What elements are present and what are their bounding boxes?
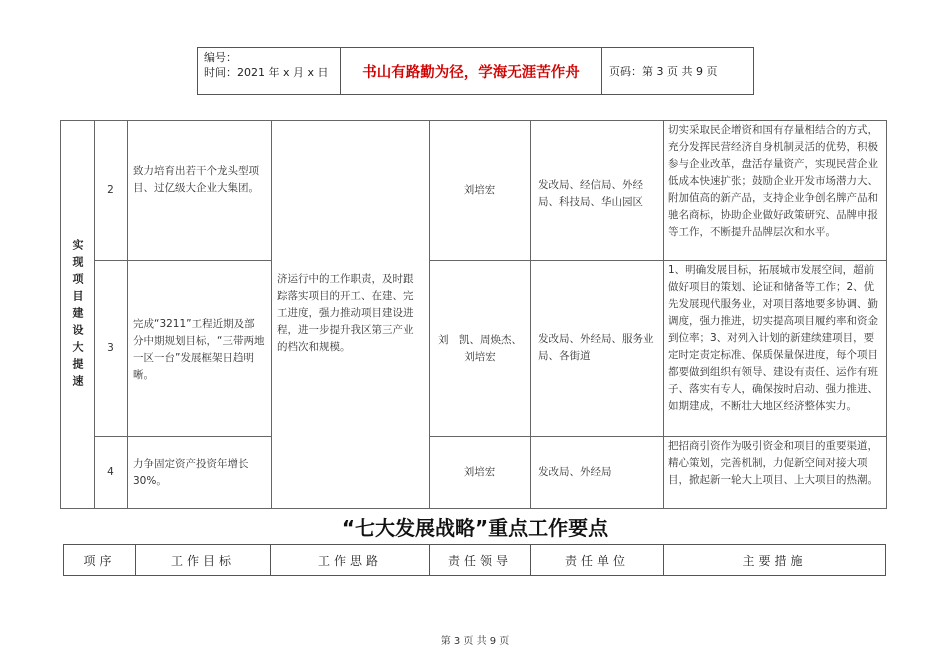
row-goal: 完成“3211”工程近期及部分中期规划目标，“三带两地一区一台”发展框架日趋明晰。 [133,318,265,381]
row-measures: 把招商引资作为吸引资金和项目的重要渠道，精心策划，完善机制，力促新空间对接大项目，掀起新一轮大上项目、上大项目的热潮。 [668,440,878,486]
section-label: 实现项目建设大提速 [71,238,84,392]
row-goal: 力争固定资产投资年增长 30%。 [133,458,249,487]
row-measures: 切实采取民企增资和国有存量相结合的方式，充分发挥民营经济自身机制灵活的优势，积极参与企业改革，盘活存量资产，实现民营企业低成本快速扩张；鼓励企业开发市场潜力大、附加值高的新产品，支持企业争创名牌产品和驰名商标，协助企业做好政策研究、品牌申报等工作，不断提升品牌层次和水平。 [668,124,878,238]
page-label: 页码：第 3 页 共 9 页 [609,65,718,78]
row-units: 发改局、外经局、服务业局、各街道 [538,333,654,362]
header-meta [198,48,341,94]
shared-approach: 济运行中的工作职责，及时跟踪落实项目的开工、在建、完工进度，强力推动项目建设进程，进一步提升我区第三产业的档次和规模。 [277,273,414,353]
column-header: 项序 [64,545,136,575]
row-units: 发改局、外经局 [538,466,612,478]
date-label: 时间：2021 年 x 月 x 日 [204,66,329,79]
column-header: 主要措施 [742,553,807,568]
table-header-row [63,544,886,576]
column-header: 责任领导 [430,545,531,575]
number-label: 编号： [204,51,237,64]
row-units: 发改局、经信局、外经局、科技局、华山园区 [538,179,643,208]
row-goal: 致力培育出若干个龙头型项目、过亿级大企业大集团。 [133,165,259,194]
motto: 书山有路勤为径，学海无涯苦作舟 [341,48,602,94]
column-header: 责任单位 [531,545,664,575]
column-header: 工作目标 [136,545,271,575]
row-measures: 1、明确发展目标，拓展城市发展空间，超前做好项目的策划、论证和储备等工作；2、优先发展现代服务业，对项目落地要多协调、勤调度，强力推进，切实提高项目履约率和资金到位率；3、对列入计划的新建续建项目，要定时定责定标准、保质保量保进度，每个项目都要做到组织有领导、建设有责任、运作有班子、落实有专人，确保按时启动、强力推进、如期建成，不断壮大地区经济整体实力。 [668,264,878,412]
row-no: 4 [107,466,114,478]
row-leader: 刘培宏 [463,184,496,196]
row-leader: 刘培宏 [463,466,496,478]
page-header [197,47,754,95]
column-header: 工作思路 [271,545,430,575]
row-no: 3 [107,342,114,354]
row-leader: 刘 凯、周焕杰、刘培宏 [438,333,522,363]
page-footer: 第 3 页 共 9 页 [440,636,510,647]
row-no: 2 [107,184,114,196]
section-title: “七大发展战略”重点工作要点 [341,516,609,540]
